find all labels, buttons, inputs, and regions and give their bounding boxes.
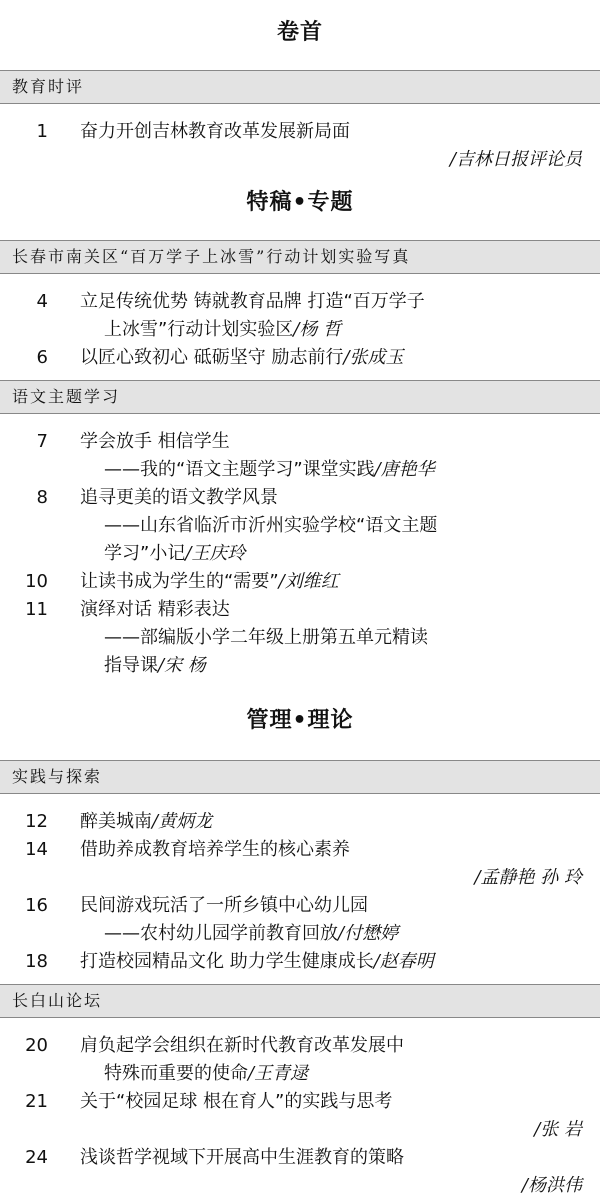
- toc-entry[interactable]: [0, 596, 600, 680]
- part-heading: 特稿•专题: [246, 190, 354, 215]
- entry-title: 奋力开创吉林教育改革发展新局面: [80, 121, 350, 142]
- entry-author: /张 岩: [534, 1119, 582, 1140]
- toc-entry[interactable]: [0, 1144, 600, 1200]
- page-number: 12: [25, 811, 48, 832]
- entry-title: 以匠心致初心 砥砺坚守 励志前行/张成玉: [80, 347, 404, 368]
- column-header: 语文主题学习: [0, 380, 600, 414]
- entry-title-continued: 上冰雪”行动计划实验区/杨 哲: [104, 319, 342, 340]
- toc-entry[interactable]: [0, 1032, 600, 1088]
- toc-entry[interactable]: [0, 568, 600, 596]
- entry-subtitle: ——农村幼儿园学前教育回放/付懋婷: [104, 923, 399, 944]
- entry-title: 关于“校园足球 根在育人”的实践与思考: [80, 1091, 393, 1112]
- page-number: 18: [25, 951, 48, 972]
- entry-title: 借助养成教育培养学生的核心素养: [80, 839, 350, 860]
- page-number: 16: [25, 895, 48, 916]
- toc-entry[interactable]: [0, 892, 600, 948]
- column-header: 长白山论坛: [0, 984, 600, 1018]
- entry-title: 学会放手 相信学生: [80, 431, 230, 452]
- entry-subtitle-continued: 指导课/宋 杨: [104, 655, 206, 676]
- toc-entry[interactable]: [0, 836, 600, 892]
- toc-entry[interactable]: [0, 808, 600, 836]
- entry-title: 让读书成为学生的“需要”/刘维红: [80, 571, 339, 592]
- page-number: 24: [25, 1147, 48, 1168]
- entry-title: 民间游戏玩活了一所乡镇中心幼儿园: [80, 895, 368, 916]
- entry-title: 立足传统优势 铸就教育品牌 打造“百万学子: [80, 291, 425, 312]
- entry-author: /杨洪伟: [521, 1175, 582, 1196]
- page-number: 11: [25, 599, 48, 620]
- toc-entry[interactable]: [0, 948, 600, 976]
- column-header: 实践与探索: [0, 760, 600, 794]
- page-number: 10: [25, 571, 48, 592]
- entry-title: 浅谈哲学视域下开展高中生涯教育的策略: [80, 1147, 404, 1168]
- entry-title: 演绎对话 精彩表达: [80, 599, 230, 620]
- column-header: 长春市南关区“百万学子上冰雪”行动计划实验写真: [0, 240, 600, 274]
- column-header: 教育时评: [0, 70, 600, 104]
- entry-subtitle: ——山东省临沂市沂州实验学校“语文主题: [104, 515, 438, 536]
- page-number: 1: [36, 121, 48, 142]
- page-number: 20: [25, 1035, 48, 1056]
- entry-author: /孟静艳 孙 玲: [474, 867, 582, 888]
- page-number: 4: [36, 291, 48, 312]
- entry-subtitle: ——我的“语文主题学习”课堂实践/唐艳华: [104, 459, 435, 480]
- entry-subtitle: ——部编版小学二年级上册第五单元精读: [104, 627, 428, 648]
- toc-entry[interactable]: [0, 118, 600, 174]
- entry-author: /吉林日报评论员: [449, 149, 582, 170]
- toc-entry[interactable]: [0, 344, 600, 372]
- entry-title: 醉美城南/黄炳龙: [80, 811, 213, 832]
- toc-entry[interactable]: [0, 288, 600, 344]
- entry-title: 打造校园精品文化 助力学生健康成长/赵春明: [80, 951, 434, 972]
- page-number: 21: [25, 1091, 48, 1112]
- part-heading: 管理•理论: [246, 708, 354, 733]
- page-number: 6: [36, 347, 48, 368]
- entry-title-continued: 特殊而重要的使命/王青逯: [104, 1063, 309, 1084]
- page-number: 7: [36, 431, 48, 452]
- page-number: 14: [25, 839, 48, 860]
- toc-entry[interactable]: [0, 1088, 600, 1144]
- toc-entry[interactable]: [0, 428, 600, 484]
- part-heading: 卷首: [276, 20, 323, 45]
- entry-subtitle-continued: 学习”小记/王庆玲: [104, 543, 246, 564]
- page-number: 8: [36, 487, 48, 508]
- entry-title: 肩负起学会组织在新时代教育改革发展中: [80, 1035, 404, 1056]
- toc-entry[interactable]: [0, 484, 600, 568]
- entry-title: 追寻更美的语文教学风景: [80, 487, 278, 508]
